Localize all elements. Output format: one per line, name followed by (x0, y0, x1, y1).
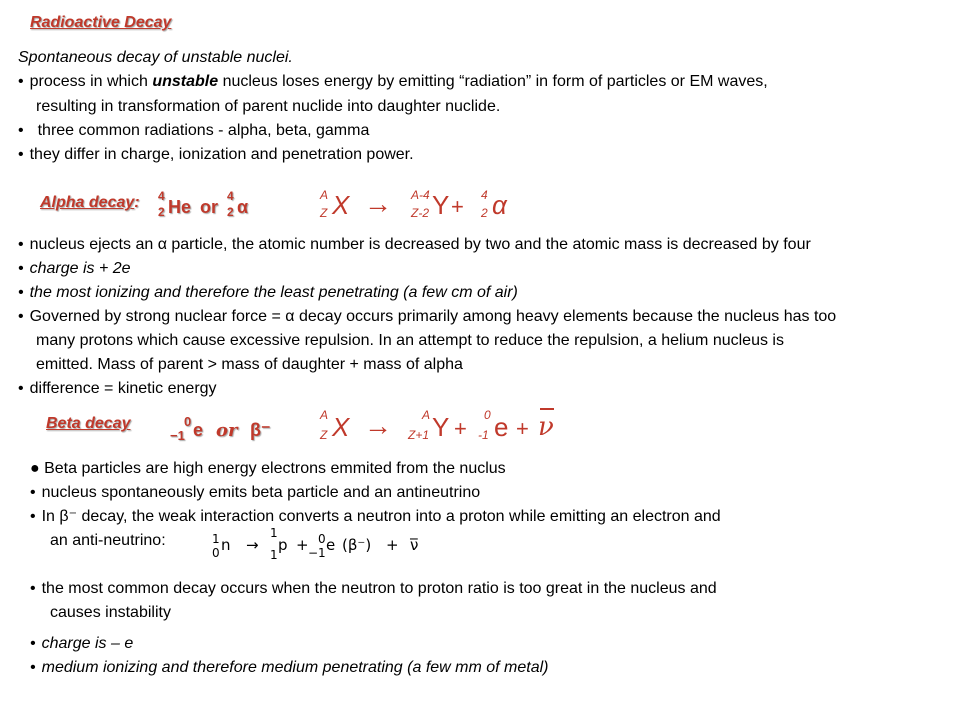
beta-bullet-3: • In β⁻ decay, the weak interaction converts a neutron into a proton while emitting an electron and (30, 506, 721, 528)
alpha-bullet-2: • charge is + 2e (18, 258, 131, 280)
antineutrino-bar (540, 408, 554, 410)
alpha-symbols: 4 2 He or 4 2 α (158, 189, 249, 219)
intro-bullet-3: • they differ in charge, ionization and penetration power. (18, 144, 414, 166)
beta-bullet-4: • the most common decay occurs when the neutron to proton ratio is too great in the nucleus and (30, 578, 717, 600)
beta-bullet-6: • medium ionizing and therefore medium penetrating (a few mm of metal) (30, 657, 549, 679)
alpha-heading: Alpha decay (40, 194, 135, 211)
beta-bullet-4-cont: causes instability (50, 604, 171, 621)
alpha-bullet-4: • Governed by strong nuclear force = α decay occurs primarily among heavy elements because the nucleus has too (18, 306, 836, 328)
intro-bullet-1: • process in which unstable nucleus loses energy by emitting “radiation” in form of particles or EM waves, (18, 71, 768, 93)
beta-symbols: 0 −1 e or β⁻ (170, 414, 271, 443)
intro-line: Spontaneous decay of unstable nuclei. (18, 49, 293, 66)
intro-bullet-2: • three common radiations - alpha, beta, gamma (18, 120, 369, 142)
beta-bullet-2: • nucleus spontaneously emits beta particle and an antineutrino (30, 482, 480, 504)
neutron-decay-reaction: 1 0 n → 1 1 p + 0 −1 e (β⁻) + ν̅ (212, 526, 419, 562)
beta-equation: A Z X → A Z+1 Y + 0 -1 e + ν (320, 408, 554, 442)
alpha-bullet-5: • difference = kinetic energy (18, 378, 217, 400)
beta-bullet-3-cont: an anti-neutrino: (50, 532, 166, 549)
alpha-bullet-4-cont-1: many protons which cause excessive repulsion. In an attempt to reduce the repulsion, a helium nucleus is (36, 332, 784, 349)
alpha-bullet-1: • nucleus ejects an α particle, the atomic number is decreased by two and the atomic mass is decreased by four (18, 234, 811, 256)
alpha-equation: A Z X → A-4 Z-2 Y + 4 2 α (320, 188, 507, 220)
alpha-bullet-3: • the most ionizing and therefore the least penetrating (a few cm of air) (18, 282, 518, 304)
alpha-bullet-4-cont-2: emitted. Mass of parent > mass of daughter + mass of alpha (36, 356, 463, 373)
beta-bullet-5: • charge is – e (30, 633, 133, 655)
intro-bullet-1-cont: resulting in transformation of parent nuclide into daughter nuclide. (36, 98, 501, 115)
page-title: Radioactive Decay (30, 14, 172, 31)
beta-heading: Beta decay (46, 415, 131, 432)
beta-bullet-1: ● Beta particles are high energy electrons emmited from the nuclus (30, 460, 506, 477)
alpha-heading-block: Alpha decay: (40, 194, 140, 211)
